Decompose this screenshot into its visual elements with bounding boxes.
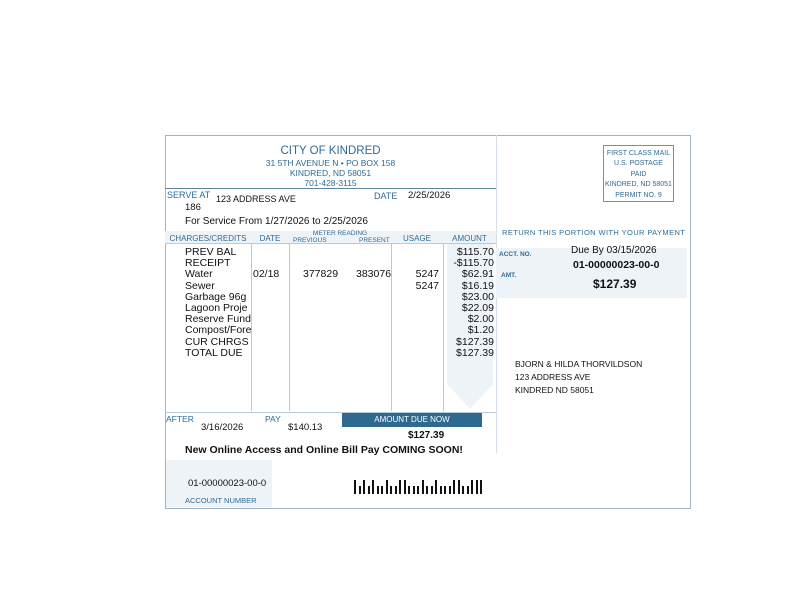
city-state: KINDRED, ND 58051 — [289, 168, 372, 178]
col-usage: USAGE — [402, 234, 431, 243]
col-charges: CHARGES/CREDITS — [169, 234, 247, 243]
account-number-label: ACCOUNT NUMBER — [185, 496, 257, 505]
amt-label: AMT. — [501, 272, 517, 279]
after-date: 3/16/2026 — [201, 422, 244, 433]
barcode-bar — [444, 486, 446, 494]
barcode-bar — [359, 486, 361, 494]
row-amount: $127.39 — [456, 335, 494, 348]
postage-line: U.S. POSTAGE — [614, 160, 663, 168]
acct-no-label: ACCT. NO. — [499, 251, 532, 258]
barcode-bar — [480, 480, 482, 494]
serve-address: 123 ADDRESS AVE — [216, 194, 296, 204]
amount-due-bar: AMOUNT DUE NOW — [342, 413, 482, 427]
serve-number: 186 — [185, 202, 201, 213]
header-divider — [165, 188, 496, 189]
date-label: DATE — [374, 191, 398, 201]
barcode-bar — [431, 486, 433, 494]
barcode-bar — [390, 486, 392, 494]
barcode-bar — [363, 480, 365, 494]
city-name: CITY OF KINDRED — [280, 145, 381, 157]
postal-barcode — [354, 480, 486, 494]
row-amount: $16.19 — [461, 279, 494, 292]
barcode-bar — [471, 480, 473, 494]
row-amount: -$115.70 — [453, 257, 494, 270]
postage-indicia — [603, 145, 674, 202]
row-desc: Garbage 96g — [185, 290, 247, 303]
city-phone: 701-428-3115 — [304, 178, 357, 188]
row-usage: 5247 — [415, 268, 439, 281]
barcode-bar — [413, 486, 415, 494]
barcode-bar — [381, 486, 383, 494]
pay-amount: $140.13 — [288, 422, 323, 433]
city-address: 31 5TH AVENUE N • PO BOX 158 — [265, 158, 396, 168]
due-by: Due By 03/15/2026 — [571, 245, 657, 256]
barcode-bar — [435, 480, 437, 494]
online-notice: New Online Access and Online Bill Pay COMING SOON! — [185, 444, 463, 456]
barcode-bar — [422, 480, 424, 494]
row-amount: $23.00 — [461, 290, 494, 303]
row-desc: PREV BAL — [185, 246, 237, 258]
row-present: 383076 — [356, 268, 392, 281]
col-divider — [391, 243, 392, 411]
barcode-bar — [386, 480, 388, 494]
barcode-bar — [467, 486, 469, 494]
row-amount: $115.70 — [456, 246, 494, 258]
col-date: DATE — [259, 234, 281, 243]
barcode-bar — [449, 486, 451, 494]
postage-line: FIRST CLASS MAIL — [606, 150, 671, 157]
row-amount: $2.00 — [467, 313, 494, 326]
barcode-bar — [395, 486, 397, 494]
pay-label: PAY — [265, 414, 281, 424]
amount-due-value: $127.39 — [408, 430, 445, 441]
remit-acct-no: 01-00000023-00-0 — [573, 259, 660, 271]
serve-at-label: SERVE AT — [167, 190, 211, 200]
row-amount: $1.20 — [467, 324, 494, 337]
postage-line: PERMIT NO. 9 — [615, 191, 662, 199]
row-amount: $62.91 — [461, 268, 494, 281]
col-amount: AMOUNT — [452, 234, 487, 243]
mailing-name: BJORN & HILDA THORVILDSON — [515, 359, 643, 369]
col-previous: PREVIOUS — [293, 237, 327, 244]
barcode-bar — [458, 480, 460, 494]
barcode-bar — [354, 480, 356, 494]
row-desc: RECEIPT — [185, 257, 231, 270]
bill-date: 2/25/2026 — [408, 190, 451, 201]
postage-line: PAID — [630, 170, 647, 178]
mailing-city: KINDRED ND 58051 — [515, 385, 594, 395]
barcode-bar — [440, 486, 442, 494]
row-desc: Lagoon Proje — [185, 302, 248, 314]
mailing-street: 123 ADDRESS AVE — [515, 372, 591, 382]
row-desc: Compost/Fore — [185, 324, 252, 337]
account-number: 01-00000023-00-0 — [188, 478, 267, 489]
row-desc: TOTAL DUE — [185, 346, 243, 359]
postage-line: KINDRED, ND 58051 — [605, 181, 672, 189]
service-period: For Service From 1/27/2026 to 2/25/2026 — [185, 216, 368, 227]
barcode-bar — [368, 486, 370, 494]
barcode-bar — [453, 480, 455, 494]
col-present: PRESENT — [359, 237, 390, 244]
row-desc: Reserve Fund — [185, 313, 251, 326]
barcode-bar — [377, 486, 379, 494]
barcode-bar — [462, 486, 464, 494]
return-portion-label: RETURN THIS PORTION WITH YOUR PAYMENT — [502, 228, 686, 237]
row-desc: CUR CHRGS — [185, 335, 249, 348]
col-divider — [289, 243, 290, 411]
barcode-bar — [404, 480, 406, 494]
row-previous: 377829 — [303, 268, 339, 281]
barcode-bar — [426, 486, 428, 494]
row-desc: Sewer — [185, 279, 215, 292]
barcode-bar — [399, 480, 401, 494]
row-desc: Water — [185, 268, 213, 281]
barcode-bar — [372, 480, 374, 494]
after-label: AFTER — [166, 414, 194, 424]
row-amount: $22.09 — [461, 302, 494, 314]
barcode-bar — [408, 486, 410, 494]
row-amount: $127.39 — [456, 346, 494, 359]
row-usage: 5247 — [415, 279, 439, 292]
barcode-bar — [476, 480, 478, 494]
row-date: 02/18 — [253, 268, 280, 281]
barcode-bar — [417, 486, 419, 494]
col-meter-reading: METER READING — [312, 230, 368, 237]
remit-amount: $127.39 — [593, 277, 637, 291]
